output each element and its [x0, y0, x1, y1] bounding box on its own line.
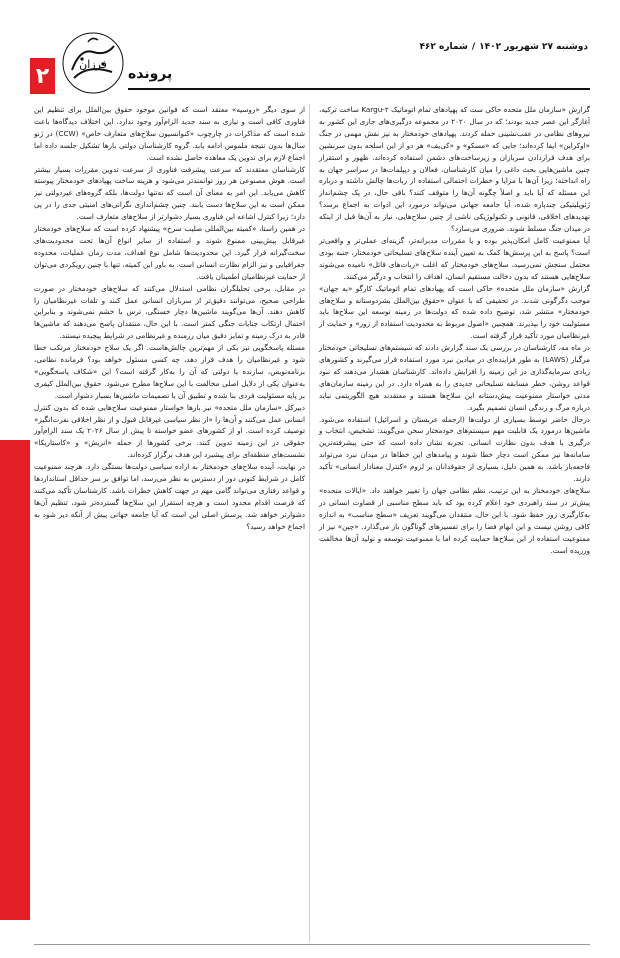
article-paragraph: گزارش «سازمان ملل متحده حاکی ست که پهپادهای تمام اتوماتیک Kargu-۲ ساخت ترکیه، آغازگر این عصر جدید بودند؛ که در سال ۲۰۲۰ در مجموعه درگیری‌های جاری این کشور به نیروهای نظامی در عقب‌نشینی حمله کردند. پهپادهای خودمختار به نیز نقش مهمی در جنگ «اوکراین» ایفا کرده‌اند؛ جایی که «مسکو» و «کی‌یف» هر دو از این اسلحه بدون سرنشین برای هدف قراردادن سربازان و زیرساخت‌های دشمن استفاده کرده‌اند. ظهور و استقرار چنین ماشین‌هایی بحث داغی را میان کارشناسان، فعالان و دیپلمات‌ها در سراسر جهان به راه انداخته؛ زیرا آن‌ها با مزایا و خطرات احتمالی استفاده از ربات‌ها چالش داشته و درباره این مسئله که آیا باید و اصلاً چگونه آن‌ها را متوقف کنند؟ باقی حال، در یک چشم‌انداز ژئوپلیتیکی چندپاره شده، آیا جامعه جهانی می‌تواند درمورد این ادوات به اجماع برسد؟ تهدیدهای اخلاقی، قانونی و تکنولوژیکی ناشی از چنین سلاح‌هایی، نیاز به آن‌ها قبل از اینکه در میدان جنگ مسلط شوند، ضروری می‌سازد؟ [319, 105, 590, 234]
article-paragraph: دبیرکل «سازمان ملل متحده» نیز بارها خواستار ممنوعیت سلاح‌هایی شده که بدون کنترل انسانی عمل می‌کنند و آن‌ها را «از نظر سیاسی غیرقابل قبول و از نظر اخلاقی نفرت‌انگیز» توصیف کرده است. او از کشورهای عضو خواسته تا پیش از سال ۲۰۲۶ یک سند الزام‌آور حقوقی در این زمینه تدوین کنند. برخی کشورها از جمله «اتریش» و «کاستاریکا» نشست‌های منطقه‌ای برای پیشبرد این هدف برگزار کرده‌اند. [34, 402, 305, 460]
footer-divider [34, 944, 590, 945]
logo-emblem-icon [58, 28, 128, 98]
article-paragraph: در ماه مه، کارشناسان در بررسی یک سند گزارش دادند که سیستم‌های تسلیحاتی خودمختار مرگبار (LAWS) به طور فزاینده‌ای در میادین نبرد مورد استفاده قرار می‌گیرند و کشورهای زیادی سرمایه‌گذاری در این زمینه را افزایش داده‌اند. کارشناسان هشدار می‌دهند که نبود قواعد روشن، خطر مسابقه تسلیحاتی جدیدی را به همراه دارد. در این زمینه سازمان‌های مدنی خواستار ممنوعیت پیش‌دستانه این سلاح‌ها هستند و معتقدند هیچ الگوریتمی نباید درباره مرگ و زندگی انسان تصمیم بگیرد. [319, 343, 590, 412]
issue-info [415, 42, 588, 52]
issue-separator: / [471, 42, 476, 52]
page-number: ۲ [35, 63, 50, 89]
article-paragraph: مسئله پاسخگویی نیز یکی از مهم‌ترین چالش‌هاست. اگر یک سلاح خودمختار مرتکب خطا شود و غیرنظامیان را هدف قرار دهد، چه کسی مسئول خواهد بود؟ فرمانده نظامی، برنامه‌نویس، سازنده یا دولتی که آن را به‌کار گرفته است؟ این «شکاف پاسخگویی» به‌عنوان یکی از دلایل اصلی مخالفت با این سلاح‌ها مطرح می‌شود. حقوق بین‌الملل کیفری بر پایه مسئولیت فردی بنا شده و تطبیق آن با تصمیمات ماشین‌ها بسیار دشوار است. [34, 343, 305, 400]
article-paragraph: در همین راستا، «کمیته بین‌المللی صلیب سرخ» پیشنهاد کرده است که سلاح‌های خودمختار غیرقابل پیش‌بینی ممنوع شوند و استفاده از سایر انواع آن‌ها تحت محدودیت‌های سخت‌گیرانه قرار گیرد. این محدودیت‌ها شامل نوع اهداف، مدت زمان عملیات، محدوده جغرافیایی و نیز الزام نظارت انسانی است. به باور این کمیته، تنها با چنین رویکردی می‌توان از حمایت غیرنظامیان اطمینان یافت. [34, 224, 305, 281]
newspaper-logo [58, 28, 128, 98]
issue-date: دوشنبه ۲۷ شهریور ۱۴۰۲ [479, 42, 588, 52]
article-body [34, 104, 590, 942]
article-paragraph: گزارش «سازمان ملل متحده» حاکی است که پهپادهای تمام اتوماتیک کارگو «به جهان» موجب دگرگونی شدند. در تحقیقی که با عنوان «حقوق بین‌الملل بشردوستانه و سلاح‌های خودمختار» منتشر شد، توضیح داده شده که دولت‌ها در زمینه توسعه این سلاح‌ها باید مسئولیت خود را بپذیرند. همچنین «اصول مربوط به محدودیت استفاده از زور» و حمایت از غیرنظامیان مورد تأکید قرار گرفته است. [319, 283, 590, 341]
logo-text: فرزان [79, 58, 107, 71]
header-divider [128, 88, 590, 90]
section-title: پرونده [128, 66, 173, 82]
issue-number: شماره ۴۶۲ [419, 42, 468, 52]
side-accent-bar [0, 440, 30, 920]
page-number-badge [30, 58, 55, 94]
article-paragraph: درحال حاضر توسط بسیاری از دولت‌ها (ازجمله عربستان و اسرائیل) استفاده می‌شود. ماشین‌ها درمورد یک قابلیت مهم سیستم‌های خودمختار سخن می‌گویند: تشخیص، انتخاب و درگیری با هدف بدون نظارت انسانی. تجربه نشان داده است که حتی پیشرفته‌ترین سامانه‌ها نیز ممکن است دچار خطا شوند و پیامدهای این خطاها در میدان نبرد می‌تواند فاجعه‌بار باشد. به همین دلیل، بسیاری از حقوقدانان بر لزوم «کنترل معنادار انسانی» تأکید دارند. [319, 414, 590, 484]
article-paragraph: در نهایت، آینده سلاح‌های خودمختار به اراده سیاسی دولت‌ها بستگی دارد. هرچند ممنوعیت کامل در شرایط کنونی دور از دسترس به نظر می‌رسد، اما توافق بر سر حداقل استانداردها و قواعد رفتاری می‌تواند گامی مهم در جهت کاهش خطرات باشد. کارشناسان تأکید می‌کنند که فرصت اقدام محدود است و هرچه استقرار این سلاح‌ها گسترده‌تر شود، تنظیم آن‌ها دشوارتر خواهد شد. پرسش اصلی این است که آیا جامعه جهانی پیش از آنکه دیر شود به اجماع خواهد رسید؟ [34, 462, 305, 531]
article-paragraph: از سوی دیگر «روسیه» معتقد است که قوانین موجود حقوق بین‌الملل برای تنظیم این فناوری کافی است و نیازی به سند جدید الزام‌آور وجود ندارد. این اختلاف دیدگاه‌ها باعث شده است که مذاکرات در چارچوب «کنوانسیون سلاح‌های متعارف خاص» (CCW) در ژنو سال‌ها بدون نتیجه ملموس ادامه یابد. گروه کارشناسان دولتی بارها تشکیل جلسه داده اما اجماع لازم برای تدوین یک معاهده حاصل نشده است. [34, 105, 305, 162]
article-paragraph: آیا ممنوعیت کامل امکان‌پذیر بوده و یا مقررات مدبرانه‌تر، گزینه‌ای عملی‌تر و واقعی‌تر است؟ پاسخ به این پرسش‌ها کمک به تعیین آینده سلاح‌های تسلیحاتی خودمختار، جنبه بودی محتمل سنجش نمی‌رسید. سلاح‌های خودمختار که اغلب «ربات‌های قاتل» نامیده می‌شوند سلاح‌هایی هستند که بدون دخالت مستقیم انسان، اهداف را انتخاب و درگیر می‌کنند. [319, 235, 590, 281]
column-divider [309, 104, 310, 942]
article-paragraph: کارشناسان معتقدند که سرعت پیشرفت فناوری از سرعت تدوین مقررات بسیار بیشتر است. هوش مصنوعی هر روز توانمندتر می‌شود و هزینه ساخت پهپادهای خودمختار پیوسته کاهش می‌یابد. این امر به معنای آن است که نه‌تنها دولت‌ها، بلکه گروه‌های غیردولتی نیز ممکن است به این سلاح‌ها دست یابند. چنین چشم‌اندازی نگرانی‌های امنیتی جدی را در پی دارد؛ زیرا کنترل اشاعه این فناوری بسیار دشوارتر از سلاح‌های متعارف است. [34, 164, 305, 222]
article-paragraph: سلاح‌های خودمختار به این ترتیب، نظم نظامی جهان را تغییر خواهند داد. «ایالات متحده» پیش‌تر در سند راهبردی خود اعلام کرده بود که باید سطح مناسبی از قضاوت انسانی در به‌کارگیری زور حفظ شود. با این حال، منتقدان می‌گویند تعریف «سطح مناسب» به اندازه کافی روشن نیست و این ابهام فضا را برای تفسیرهای گوناگون باز می‌گذارد. «چین» نیز از ممنوعیت استفاده از این سلاح‌ها حمایت کرده اما با ممنوعیت توسعه و تولید آن‌ها مخالفت ورزیده است. [319, 486, 590, 555]
article-paragraph: در مقابل، برخی تحلیلگران نظامی استدلال می‌کنند که سلاح‌های خودمختار در صورت طراحی صحیح، می‌توانند دقیق‌تر از سربازان انسانی عمل کنند و تلفات غیرنظامیان را کاهش دهند. آن‌ها می‌گویند ماشین‌ها دچار خستگی، ترس یا خشم نمی‌شوند و بنابراین احتمال ارتکاب جنایات جنگی کمتر است. با این حال، منتقدان پاسخ می‌دهند که ماشین‌ها قادر به درک زمینه و تمایز دقیق میان رزمنده و غیرنظامی در شرایط پیچیده نیستند. [34, 283, 305, 341]
